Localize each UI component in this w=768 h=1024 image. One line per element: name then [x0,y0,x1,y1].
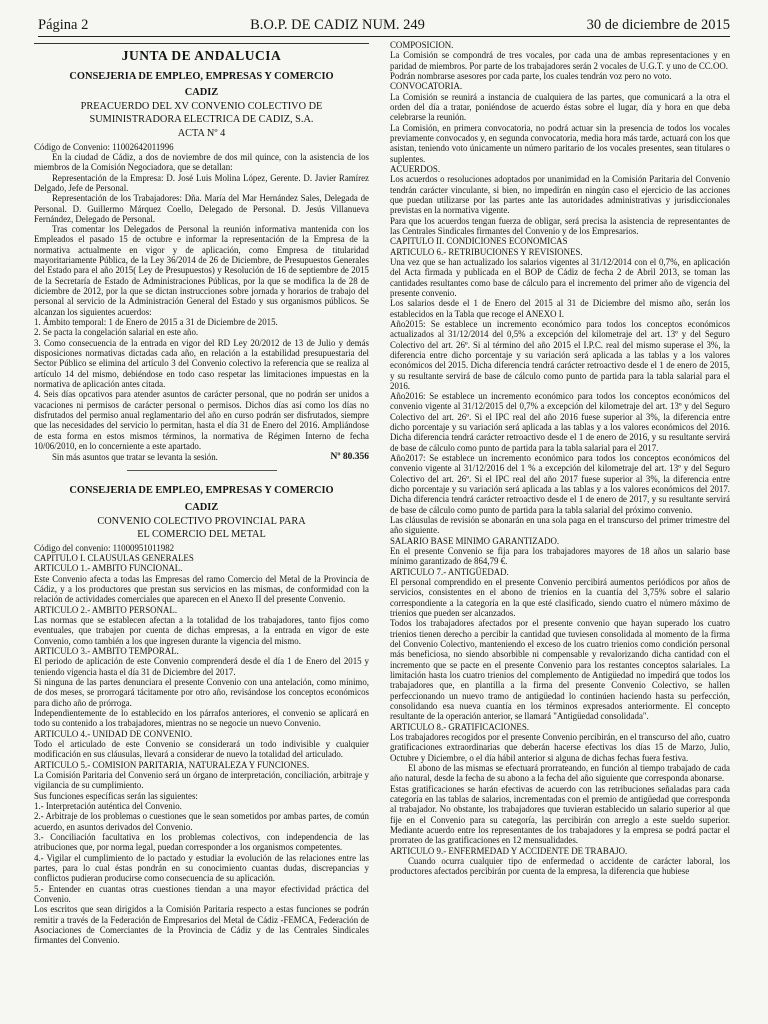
paragraph: Todos los trabajadores afectados por el presente convenio que hayan superado los cuatro trienios tienen derecho a percibir la cantidad que tuviesen consolidada al momento de la firma del Convenio Colectivo, manteniendo el exceso de los cuatro trienios como condición personal más beneficiosa, no siendo absorbible ni compensable y revalorizando dicha cantidad con el incremento que se pacte en el presente Convenio para los restantes conceptos salariales. La limitación hasta los cuatro trienios del complemento de Antigüedad no impedirá que todos los trabajadores que, en plantilla a la firma del presente Convenio Colectivo, se hallen perfeccionando un nuevo tramo de antigüedad lo continúen haciendo hasta su perfección, consolidando esa nueva cuantía en los términos expresados anteriormente. El concepto resultante de la operación anterior, se llamará "Antigüedad consolidada". [390,618,730,722]
paragraph: Para que los acuerdos tengan fuerza de obligar, será precisa la asistencia de representantes de las Centrales Sindicales firmantes del Convenio y de los Empresarios. [390,215,730,236]
article-heading: ARTICULO 6.- RETRIBUCIONES Y REVISIONES. [390,246,583,257]
notice-metal-commerce [34,485,369,945]
article-heading: ARTICULO 3.- AMBITO TEMPORAL. [34,646,179,657]
notice-number: Nº 80.356 [330,452,369,463]
page-number: Página 2 [38,17,89,33]
paragraph: 1. Ámbito temporal: 1 de Enero de 2015 a 31 de Diciembre de 2015. [34,317,278,328]
notice-subtitle: PREACUERDO DEL XV CONVENIO COLECTIVO DE [80,100,323,112]
paragraph: Código de Convenio: 11002642011996 [34,141,174,152]
closing-text: Sin más asuntos que tratar se levanta la sesión. [52,452,218,463]
paragraph: La Comisión, en primera convocatoria, no podrá actuar sin la presencia de todos los vocales previamente convocados y, en segunda convocatoria, media hora más tarde, actuará con los que asistan, teniendo voto únicamente un número paritario de los vocales presentes, sean titulares o suplentes. [390,122,730,164]
left-column [34,40,369,1022]
paragraph: Cuando ocurra cualquier tipo de enfermedad o accidente de carácter laboral, los productores afectados percibirán por cuenta de la empresa, la diferencia que hubiese [390,855,730,877]
paragraph: La Comisión se compondrá de tres vocales, por cada una de ambas representaciones y en paridad de miembros. Por parte de los trabajadores serán 2 vocales de U.G.T. y uno de CC.OO. [390,50,730,71]
section-heading: CONVOCATORIA. [390,81,463,92]
paragraph: Los escritos que sean dirigidos a la Comisión Paritaria respecto a estas funciones se podrán remitir a través de la Federación de Empresarios del Metal de Cádiz -FEMCA, Federación de Asociaciones de Comerciantes de la Provincia de Cádiz y de las Centrales Sindicales firmantes del Convenio. [34,904,369,946]
paragraph: En la ciudad de Cádiz, a dos de noviembre de dos mil quince, con la asistencia de los miembros de la Comisión Negociadora, que se detallan: [34,151,369,173]
paragraph: 4. Seis días opcativos para atender asuntos de carácter personal, que no podrán ser unidos a vacaciones ni permisos de carácter personal o permisos. Dichos días así como los días no disfrutados del permiso anual reglamentario del año en curso podrán ser disfrutados, siempre que las necesidades del servicio lo permitan, hasta el día 31 de Enero del 2016. Ampliándose de esta forma en estos mismos términos, la normativa de Régimen Interno de fecha 10/06/2010, en lo concerniente a este apartado. [34,389,369,452]
paragraph: Tras comentar los Delegados de Personal la reunión informativa mantenida con los Empleados el pasado 15 de octubre e informar la representación de la Empresa de la normativa actualmente en vigor y de aplicación, como Empresa de titularidad mayoritariamente Pública, de la Ley 36/2014 de 26 de Diciembre, de Presupuestos Generales del Estado para el año 2015( Ley de Presupuestos) y Resolución de 16 de septiembre de 2015 de la Secretaría de Estado de Administraciones Públicas, por la que se modifica la de 28 de diciembre de 2012, por la que se dictan instrucciones sobre jornada y horarios de trabajo del personal al servicio de la Administración General del Estado y sus organismos públicos. Se alcanzan los siguientes acuerdos: [34,224,369,317]
closing-line [34,452,369,463]
paragraph: Representación de la Empresa: D. José Luis Molina López, Gerente. D. Javier Ramírez Delgado, Jefe de Personal. [34,172,369,193]
paragraph: Si ninguna de las partes denunciara el presente Convenio con una antelación, como mínimo, de dos meses, se prorrogará tácitamente por otro año, revisándose los conceptos económicos para dicho año de prórroga. [34,677,369,708]
list-item: 2.- Arbitraje de los problemas o cuestiones que le sean sometidos por ambas partes, de común acuerdo, en asuntos derivados del Convenio. [34,811,369,832]
paragraph: Todo el articulado de este Convenio se considerará un todo indivisible y cualquier modificación en sus cláusulas, llevará a considerar de nuevo la totalidad del articulado. [34,738,369,760]
paragraph: Representación de los Trabajadores: Dña. María del Mar Hernández Sales, Delegada de Personal. D. Guillermo Márquez Coello, Delegado de Personal. D. Jesús Villanueva Fernández, Delegado de Personal. [34,193,369,224]
paragraph: Año2015: Se establece un incremento económico para todos los conceptos económicos actualizados al 31/12/2014 del 0,5% a excepción del kilometraje del art. 13º y del Seguro Colectivo del art. 26º. Si al término del año 2015 el I.P.C. real del mismo superase el 3%, la diferencia entre dicho porcentaje y su variación será aplicada a las tablas y a los valores económicos del 2015. Dicha diferencia tendrá carácter retroactivo desde el 1 de enero de 2015, y su resultante servirá de base de cálculo como punto de partida para la tabla salarial para el 2016. [390,318,730,391]
paragraph: El periodo de aplicación de este Convenio comprenderá desde el día 1 de Enero del 2015 y teniendo vigencia hasta el día 31 de Diciembre del 2017. [34,656,369,677]
notice-subtitle: SUMINISTRADORA ELECTRICA DE CADIZ, S.A. [89,114,314,126]
paragraph: 3. Como consecuencia de la entrada en vigor del RD Ley 20/2012 de 13 de Julio y demás disposiciones normativas dictadas cada año, en relación a la estabilidad presupuestaria del Sector Público se elimina del artículo 3 del Convenio colectivo la referencia que se realiza al artículo 14 del mismo, debiéndose en todo caso respetar las limitaciones impuestas en la normativa de aplicación antes citada. [34,337,369,390]
paragraph: Las cláusulas de revisión se abonarán en una sola paga en el transcurso del primer trimestre del año siguiente. [390,515,730,536]
paragraph: Sus funciones específicas serán las siguientes: [34,790,198,801]
paragraph: Una vez que se han actualizado los salarios vigentes al 31/12/2014 con el 0,7%, en aplicación del Acta firmada y publicada en el BOP de Cádiz de fecha 2 de Abril 2013, se toman las cantidades resultantes como base de cálculo para el incremento del primer año de vigencia del presente convenio. [390,256,730,298]
paragraph: Los trabajadores recogidos por el presente Convenio percibirán, en el transcurso del año, cuatro gratificaciones extraordinarias que deberán hacerse efectivas los días 15 de Marzo, Julio, Octubre y Diciembre, o el día hábil anterior si alguna de dichas fechas fuera festiva. [390,731,730,763]
paragraph: El abono de las mismas se efectuará prorrateando, en función al tiempo trabajado de cada año natural, desde la fecha de su abono a la fecha del año siguiente que corresponda abonarse. [390,762,730,784]
paragraph: Las normas que se establecen afectan a la totalidad de los trabajadores, tanto fijos como eventuales, que trabajen por cuenta de dichas empresas, a la entrada en vigor de este Convenio, como también a los que ingresen durante la vigencia del mismo. [34,615,369,646]
paragraph: Este Convenio afecta a todas las Empresas del ramo Comercio del Metal de la Provincia de Cádiz, y a los productores que prestan sus servicios en las mismas, de conformidad con la relación de actividades comerciales que aparecen en el Anexo II del presente Convenio. [34,573,369,605]
page-header [38,12,730,37]
paragraph: Los acuerdos o resoluciones adoptados por unanimidad en la Comisión Paritaria del Convenio tendrán carácter vinculante, si bien, no impedirán en ningún caso el ejercicio de las acciones que puedan utilizarse por las partes ante las autoridades administrativas y jurisdiccionales previstas en la normativa vigente. [390,174,730,216]
list-item: 1.- Interpretación auténtica del Convenio. [34,800,182,811]
chapter-heading: CAPITULO I. CLAUSULAS GENERALES [34,553,194,564]
paragraph: 2. Se pacta la congelación salarial en este año. [34,327,199,338]
article-heading: ARTICULO 8.- GRATIFICACIONES. [390,721,529,732]
paragraph: Código del convenio: 11000951011982 [34,542,175,553]
list-item: 4.- Vigilar el cumplimiento de lo pactado y estudiar la evolución de las relaciones entre las partes, para lo cual éstas pondrán en su conocimiento cuantas dudas, discrepancias y conflictos pudieran producirse como consecuencia de su aplicación. [34,852,369,884]
article-heading: ARTICULO 7.- ANTIGÜEDAD. [390,566,509,577]
list-item: 5.- Entender en cuantas otras cuestiones tiendan a una mayor efectividad práctica del Convenio. [34,883,369,904]
paragraph: El personal comprendido en el presente Convenio percibirá aumentos periódicos por años de servicios, consistentes en el abono de trienios en la cuantía del 3,75% sobre el salario correspondiente a la categoría en la que esté clasificado, siendo cuatro el número máximo de trienios que pueden ser alcanzados. [390,577,730,619]
department-heading: CONSEJERIA DE EMPLEO, EMPRESAS Y COMERCIO [69,485,334,497]
paragraph: La Comisión Paritaria del Convenio será un órgano de interpretación, conciliación, arbitraje y vigilancia de su cumplimiento. [34,769,369,791]
paragraph: Podrán nombrarse asesores por cada parte, los cuales tendrán voz pero no voto. [390,70,672,81]
paragraph: En el presente Convenio se fija para los trabajadores mayores de 18 años un salario base mínimo garantizado de 864,79 €. [390,546,730,567]
section-heading: SALARIO BASE MINIMO GARANTIZADO. [390,535,560,546]
right-column [390,40,730,1022]
notice-subtitle: CONVENIO COLECTIVO PROVINCIAL PARA [97,515,306,527]
notice-electric-company [34,71,369,464]
acta-number: ACTA Nº 4 [177,128,226,139]
article-heading: ARTICULO 2.- AMBITO PERSONAL. [34,604,178,615]
section-heading: ACUERDOS. [390,163,441,174]
chapter-heading: CAPITULO II. CONDICIONES ECONOMICAS [390,236,568,247]
notice-divider [127,470,277,471]
department-heading: CONSEJERIA DE EMPLEO, EMPRESAS Y COMERCIO [69,70,334,82]
issue-date: 30 de diciembre de 2015 [586,17,730,33]
paragraph: Independientemente de lo establecido en los párrafos anteriores, el convenio se aplicará en todo su contenido a los trabajadores, mientras no se negocie un nuevo Convenio. [34,707,369,729]
paragraph: La Comisión se reunirá a instancia de cualquiera de las partes, que comunicará a la otra el orden del día a tratar, poniéndose de acuerdo éstas sobre el lugar, día y hora en que deba celebrarse la reunión. [390,91,730,123]
paragraph: Estas gratificaciones se harán efectivas de acuerdo con las retribuciones señaladas para cada categoría en las tablas de salarios, incrementadas con el premio de antigüedad que corresponda al trabajador. No obstante, los trabajadores que tuvieran establecido un salario superior al que fije en el Convenio para su categoría, las percibirán con arreglo a este sueldo superior. Mediante acuerdo entre los representantes de los trabajadores y la empresa se podrá pactar el prorrateo de las gratificaciones en 12 mensualidades. [390,783,730,846]
section-heading: COMPOSICION. [390,40,454,50]
bulletin-title: B.O.P. DE CADIZ NUM. 249 [250,17,425,33]
department-city: CADIZ [184,87,219,99]
list-item: 3.- Conciliación facultativa en los problemas colectivos, con independencia de las atribuciones que, por norma legal, puedan corresponder a los organismos competentes. [34,831,369,853]
paragraph: Los salarios desde el 1 de Enero del 2015 al 31 de Diciembre del mismo año, serán los establecidos en la Tabla que recoge el ANEXO I. [390,298,730,319]
paragraph: Año2016: Se establece un incremento económico para todos los conceptos económicos del convenio vigente al 31/12/2015 del 0,7% a excepción del kilometraje del art. 13º y del Seguro Colectivo del art. 26º. Si el IPC real del año 2016 fuese superior al 3%, la diferencia entre dicho porcentaje y su variación será aplicada a las tablas y a los valores económicos del 2016. Dicha diferencia tendrá carácter retroactivo desde el 1 de enero de 2016, y su resultante servirá de base de cálculo como punto de partida para la tabla salarial para el 2017. [390,391,730,453]
article-heading: ARTICULO 4.- UNIDAD DE CONVENIO. [34,728,193,739]
article-heading: ARTICULO 9.- ENFERMEDAD Y ACCIDENTE DE TRABAJO. [390,845,628,856]
department-city: CADIZ [184,502,219,514]
article-heading: ARTICULO 5.- COMISION PARITARIA, NATURALEZA Y FUNCIONES. [34,759,310,770]
notice-subtitle: EL COMERCIO DEL METAL [137,529,266,541]
article-heading: ARTICULO 1.- AMBITO FUNCIONAL. [34,563,183,574]
paragraph: Año2017: Se establece un incremento económico para todos los conceptos económicos del convenio vigente al 31/12/2016 del 1 % a excepción del kilometraje del art. 13º y del Seguro Colectivo del art. 26º. Si el IPC real del año 2017 fuese superior al 3%, la diferencia entre dicho porcentaje y su variación será aplicada a las tablas y a los valores económicos del 2017. Dicha diferencia tendrá carácter retroactivo desde el 1 de enero de 2017, y su resultante servirá de base de cálculo como punto de partida para la tabla salarial del próximo convenio. [390,453,730,515]
organization-heading: JUNTA DE ANDALUCIA [121,48,282,63]
